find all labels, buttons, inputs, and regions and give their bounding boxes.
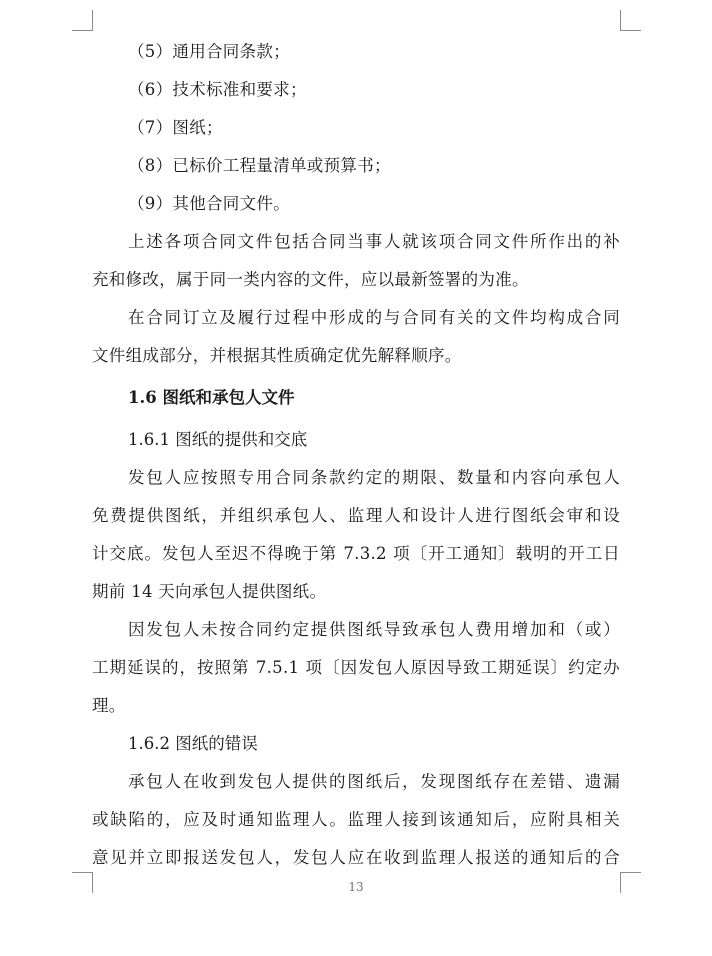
- paragraph-line: 免费提供图纸，并组织承包人、监理人和设计人进行图纸会审和设: [92, 506, 620, 525]
- paragraph-line: 理。: [92, 696, 126, 715]
- subsection-title: 图纸的提供和交底: [175, 430, 308, 449]
- paragraph-line: 计交底。发包人至迟不得晚于第 7.3.2 项〔开工通知〕载明的开工日: [92, 544, 620, 563]
- section-heading: [128, 387, 294, 409]
- paragraph-line: 因发包人未按合同约定提供图纸导致承包人费用增加和（或）: [128, 620, 620, 639]
- subsection-title: 图纸的错误: [175, 734, 258, 753]
- subsection-number: 1.6.1: [128, 430, 170, 449]
- list-item: （8）已标价工程量清单或预算书；: [128, 156, 391, 175]
- paragraph-line: 期前 14 天向承包人提供图纸。: [92, 582, 327, 601]
- list-item: （9）其他合同文件。: [128, 194, 290, 213]
- list-item: （6）技术标准和要求；: [128, 80, 307, 99]
- section-title: 图纸和承包人文件: [162, 388, 295, 407]
- crop-mark-top-left: [72, 10, 93, 31]
- paragraph-line: 承包人在收到发包人提供的图纸后，发现图纸存在差错、遗漏: [128, 772, 620, 791]
- paragraph-line: 意见并立即报送发包人，发包人应在收到监理人报送的通知后的合: [92, 848, 620, 867]
- paragraph-line: 上述各项合同文件包括合同当事人就该项合同文件所作出的补: [128, 232, 620, 251]
- page-number: 13: [348, 880, 364, 894]
- crop-mark-top-right: [620, 10, 641, 31]
- list-item: （5）通用合同条款；: [128, 42, 290, 61]
- paragraph-line: 文件组成部分，并根据其性质确定优先解释顺序。: [92, 346, 462, 365]
- subsection-heading: [128, 429, 307, 451]
- paragraph-line: 发包人应按照专用合同条款约定的期限、数量和内容向承包人: [128, 468, 620, 487]
- paragraph-line: 充和修改，属于同一类内容的文件，应以最新签署的为准。: [92, 270, 529, 289]
- section-number: 1.6: [128, 388, 157, 407]
- paragraph-line: 或缺陷的，应及时通知监理人。监理人接到该通知后，应附具相关: [92, 810, 620, 829]
- subsection-heading: [128, 733, 258, 755]
- paragraph-line: 工期延误的，按照第 7.5.1 项〔因发包人原因导致工期延误〕约定办: [92, 658, 620, 677]
- paragraph-line: 在合同订立及履行过程中形成的与合同有关的文件均构成合同: [128, 308, 620, 327]
- list-item: （7）图纸；: [128, 118, 223, 137]
- subsection-number: 1.6.2: [128, 734, 170, 753]
